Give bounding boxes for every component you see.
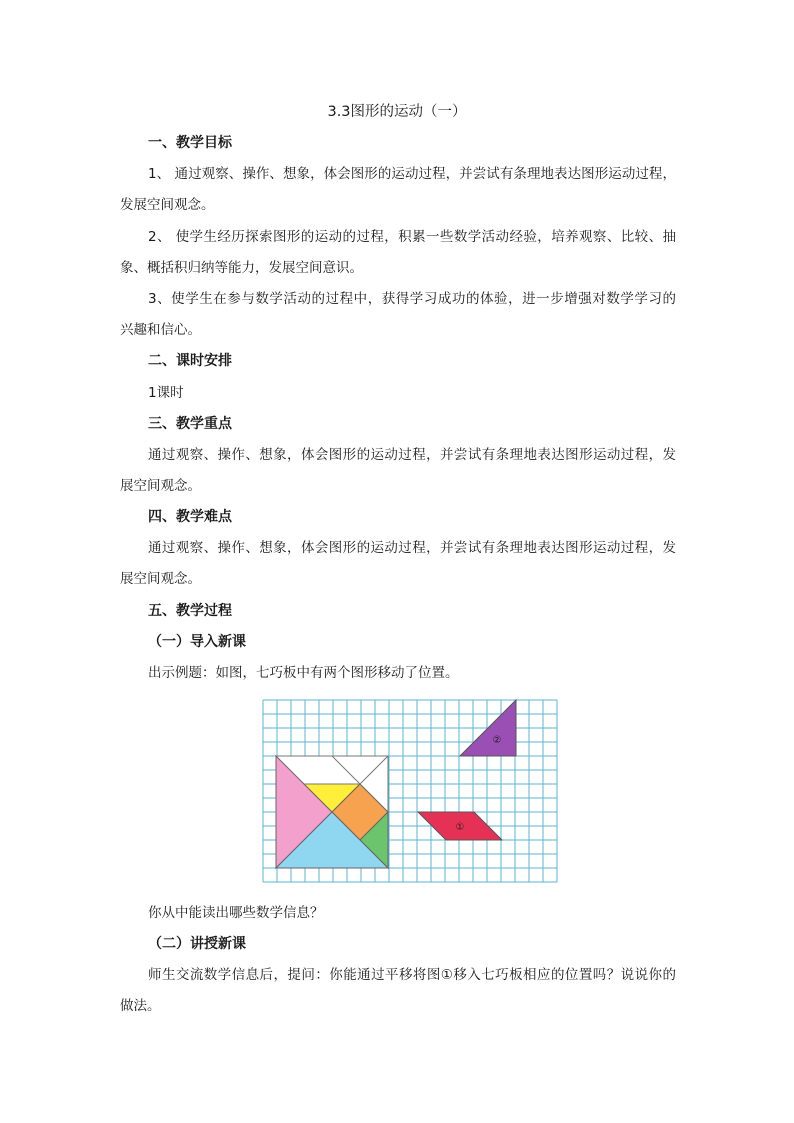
key-points-line-1: 通过观察、操作、想象，体会图形的运动过程，并尝试有条理地表达图形运动过程，发 [148,447,676,463]
heading-schedule: 二、课时安排 [148,353,232,369]
key-points-line-2: 展空间观念。 [120,478,201,494]
question-text: 你从中能读出哪些数学信息？ [148,905,324,921]
heading-process: 五、教学过程 [148,603,232,619]
goal-1-line-1: 1、 通过观察、操作、想象，体会图形的运动过程，并尝试有条理地表达图形运动过程， [148,166,676,182]
subheading-new-lesson: （二）讲授新课 [148,936,246,952]
schedule-text: 1课时 [148,385,184,401]
goal-2-line-2: 象、概括积归纳等能力，发展空间意识。 [120,260,363,276]
goal-3-line-2: 兴趣和信心。 [120,322,201,338]
heading-goals: 一、教学目标 [148,135,232,151]
intro-text: 出示例题：如图，七巧板中有两个图形移动了位置。 [148,665,459,681]
triangle-label: ② [492,735,502,746]
subheading-intro: （一）导入新课 [148,634,246,650]
difficulties-line-1: 通过观察、操作、想象，体会图形的运动过程，并尝试有条理地表达图形运动过程，发 [148,540,676,556]
heading-difficulties: 四、教学难点 [148,509,232,525]
tangram-puzzle [276,756,388,868]
goal-3-line-1: 3、使学生在参与数学活动的过程中，获得学习成功的体验，进一步增强对数学学习的 [148,291,676,307]
tangram-grid-figure [262,698,561,885]
goal-2-line-1: 2、 使学生经历探索图形的运动的过程，积累一些数学活动经验，培养观察、比较、抽 [148,229,676,245]
parallelogram-label: ① [455,822,465,833]
goal-1-line-2: 发展空间观念。 [120,197,215,213]
page-title: 3.3图形的运动（一） [327,104,467,120]
heading-key-points: 三、教学重点 [148,416,232,432]
new-lesson-line-2: 做法。 [120,998,161,1014]
difficulties-line-2: 展空间观念。 [120,571,201,587]
new-lesson-line-1: 师生交流数学信息后，提问：你能通过平移将图①移入七巧板相应的位置吗？说说你的 [148,967,676,983]
